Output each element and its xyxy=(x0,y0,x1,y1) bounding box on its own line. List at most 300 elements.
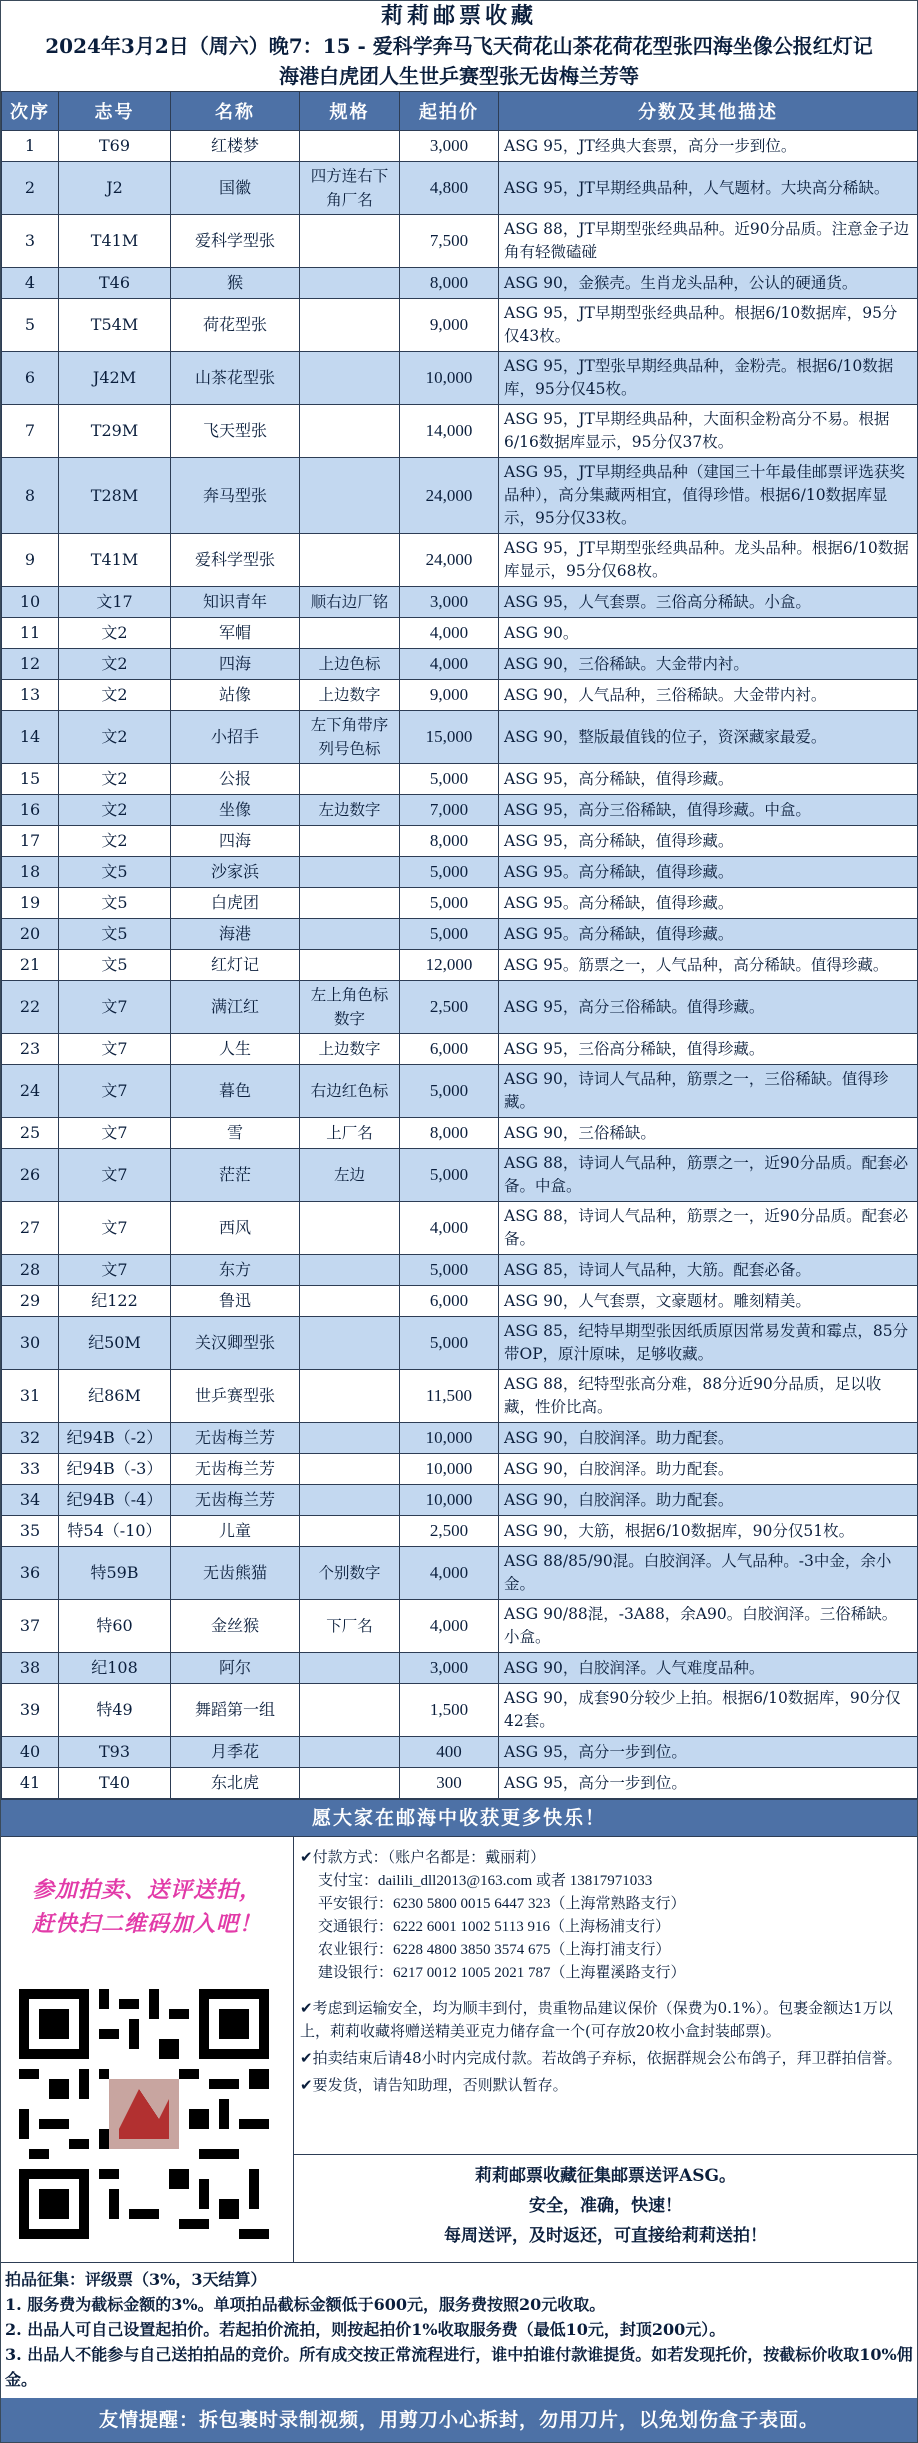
lot-code: 文2 xyxy=(59,649,171,680)
lot-number: 18 xyxy=(2,857,59,888)
lot-name: 爱科学型张 xyxy=(171,534,300,587)
lot-name: 奔马型张 xyxy=(171,458,300,534)
payment-heading: ✔付款方式：（账户名都是：戴丽莉） xyxy=(300,1850,546,1866)
lot-code: 文5 xyxy=(59,857,171,888)
lot-name: 东北虎 xyxy=(171,1768,300,1799)
lot-start-price: 4,000 xyxy=(400,649,499,680)
lot-spec xyxy=(300,215,400,268)
lot-description: ASG 90，金猴壳。生肖龙头品种，公认的硬通货。 xyxy=(499,268,918,299)
lot-name: 知识青年 xyxy=(171,587,300,618)
lot-spec xyxy=(300,1286,400,1317)
table-row xyxy=(2,795,918,826)
lot-start-price: 5,000 xyxy=(400,857,499,888)
table-row xyxy=(2,1684,918,1737)
lot-description: ASG 95，JT早期型张经典品种。根据6/10数据库，95分仅43枚。 xyxy=(499,299,918,352)
lot-spec xyxy=(300,764,400,795)
lot-name: 小招手 xyxy=(171,711,300,764)
table-row xyxy=(2,764,918,795)
lot-number: 7 xyxy=(2,405,59,458)
table-row xyxy=(2,1653,918,1684)
lot-spec: 个别数字 xyxy=(300,1547,400,1600)
lot-description: ASG 90，人气套票，文豪题材。雕刻精美。 xyxy=(499,1286,918,1317)
consignment-rules xyxy=(1,2263,917,2398)
lot-number: 10 xyxy=(2,587,59,618)
lot-code: 特49 xyxy=(59,1684,171,1737)
promo-text xyxy=(1,1873,293,1941)
lot-spec xyxy=(300,1454,400,1485)
lot-code: 文5 xyxy=(59,888,171,919)
bank-account-ccb: 建设银行：6217 0012 1005 2021 787（上海瞿溪路支行） xyxy=(318,1965,686,1981)
table-row xyxy=(2,1768,918,1799)
lot-number: 19 xyxy=(2,888,59,919)
lot-spec xyxy=(300,1516,400,1547)
collect-line-2: 安全，准确，快速！ xyxy=(529,2196,682,2216)
lot-number: 25 xyxy=(2,1118,59,1149)
lot-code: T69 xyxy=(59,131,171,162)
lot-number: 38 xyxy=(2,1653,59,1684)
info-section xyxy=(1,1837,917,2263)
table-row xyxy=(2,405,918,458)
table-row xyxy=(2,1065,918,1118)
lot-number: 9 xyxy=(2,534,59,587)
qr-code-icon[interactable] xyxy=(19,1989,269,2239)
table-row xyxy=(2,981,918,1034)
lot-code: 纪94B（-3） xyxy=(59,1454,171,1485)
lot-name: 红楼梦 xyxy=(171,131,300,162)
rule-2: 2. 出品人可自己设置起拍价。若起拍价流拍，则按起拍价1%收取服务费（最低10元，封顶200元）。 xyxy=(5,2320,726,2339)
lot-name: 沙家浜 xyxy=(171,857,300,888)
rule-1: 1. 服务费为截标金额的3%。单项拍品截标金额低于600元，服务费按照20元收取。 xyxy=(5,2295,606,2314)
lot-number: 26 xyxy=(2,1149,59,1202)
lot-number: 30 xyxy=(2,1317,59,1370)
lot-code: 文7 xyxy=(59,1065,171,1118)
lot-code: 文2 xyxy=(59,795,171,826)
lot-code: 特59B xyxy=(59,1547,171,1600)
column-header-spec: 规格 xyxy=(300,92,400,131)
lot-description: ASG 88，诗词人气品种，筋票之一，近90分品质。配套必备。中盒。 xyxy=(499,1149,918,1202)
lot-start-price: 14,000 xyxy=(400,405,499,458)
lot-description: ASG 90，白胶润泽。助力配套。 xyxy=(499,1485,918,1516)
lot-code: 文2 xyxy=(59,680,171,711)
lot-start-price: 5,000 xyxy=(400,764,499,795)
header xyxy=(1,1,917,91)
lot-number: 2 xyxy=(2,162,59,215)
wish-banner: 愿大家在邮海中收获更多快乐！ xyxy=(1,1799,917,1837)
lot-start-price: 4,000 xyxy=(400,1600,499,1653)
lot-code: 文7 xyxy=(59,1149,171,1202)
lot-name: 红灯记 xyxy=(171,950,300,981)
lot-start-price: 6,000 xyxy=(400,1034,499,1065)
promo-line-1: 参加拍卖、送评送拍， xyxy=(31,1877,262,1903)
rule-3: 3. 出品人不能参与自己送拍拍品的竞价。所有成交按正常流程进行，谁中拍谁付款谁提货。如若发现托价，按截标价收取10%佣金。 xyxy=(5,2345,913,2389)
table-row xyxy=(2,826,918,857)
table-row xyxy=(2,1149,918,1202)
table-row xyxy=(2,618,918,649)
column-header-code: 志号 xyxy=(59,92,171,131)
table-row xyxy=(2,1370,918,1423)
lot-number: 41 xyxy=(2,1768,59,1799)
lot-description: ASG 90，三俗稀缺。 xyxy=(499,1118,918,1149)
lot-description: ASG 90，整版最值钱的位子，资深藏家最爱。 xyxy=(499,711,918,764)
lot-name: 荷花型张 xyxy=(171,299,300,352)
lot-number: 11 xyxy=(2,618,59,649)
lot-number: 1 xyxy=(2,131,59,162)
lot-spec: 左边 xyxy=(300,1149,400,1202)
lot-start-price: 6,000 xyxy=(400,1286,499,1317)
lot-description: ASG 95，JT早期经典品种，大面积金粉高分不易。根据6/16数据库显示，95分仅37枚。 xyxy=(499,405,918,458)
lot-spec xyxy=(300,352,400,405)
lot-start-price: 5,000 xyxy=(400,1255,499,1286)
lot-spec: 上厂名 xyxy=(300,1118,400,1149)
lot-code: J42M xyxy=(59,352,171,405)
lot-description: ASG 95，高分稀缺，值得珍藏。 xyxy=(499,764,918,795)
lot-number: 31 xyxy=(2,1370,59,1423)
lot-code: T41M xyxy=(59,215,171,268)
lot-code: 文7 xyxy=(59,1118,171,1149)
lot-description: ASG 88/85/90混。白胶润泽。人气品种。-3中金，余小金。 xyxy=(499,1547,918,1600)
lot-start-price: 2,500 xyxy=(400,1516,499,1547)
lot-start-price: 4,000 xyxy=(400,618,499,649)
lot-code: J2 xyxy=(59,162,171,215)
lot-code: 文2 xyxy=(59,711,171,764)
lot-start-price: 9,000 xyxy=(400,680,499,711)
lot-code: 纪50M xyxy=(59,1317,171,1370)
lot-name: 四海 xyxy=(171,649,300,680)
lot-description: ASG 95，JT早期型张经典品种。龙头品种。根据6/10数据库显示，95分仅68枚。 xyxy=(499,534,918,587)
lot-spec xyxy=(300,888,400,919)
lot-name: 茫茫 xyxy=(171,1149,300,1202)
lot-code: 文7 xyxy=(59,1255,171,1286)
lot-description: ASG 88，诗词人气品种，筋票之一，近90分品质。配套必备。 xyxy=(499,1202,918,1255)
lot-number: 37 xyxy=(2,1600,59,1653)
lot-spec xyxy=(300,1737,400,1768)
lot-start-price: 8,000 xyxy=(400,1118,499,1149)
lot-number: 17 xyxy=(2,826,59,857)
lot-start-price: 7,500 xyxy=(400,215,499,268)
lot-description: ASG 85，纪特早期型张因纸质原因常易发黄和霉点，85分带OP，原汁原味，足够收藏。 xyxy=(499,1317,918,1370)
table-row xyxy=(2,680,918,711)
lot-spec xyxy=(300,857,400,888)
lot-code: 文7 xyxy=(59,981,171,1034)
table-row xyxy=(2,1317,918,1370)
lot-number: 32 xyxy=(2,1423,59,1454)
lot-code: 纪94B（-4） xyxy=(59,1485,171,1516)
lot-number: 20 xyxy=(2,919,59,950)
lot-number: 40 xyxy=(2,1737,59,1768)
lot-number: 22 xyxy=(2,981,59,1034)
lot-spec: 左上角色标数字 xyxy=(300,981,400,1034)
table-row xyxy=(2,458,918,534)
lot-number: 36 xyxy=(2,1547,59,1600)
lot-name: 儿童 xyxy=(171,1516,300,1547)
table-row xyxy=(2,649,918,680)
lot-description: ASG 95，人气套票。三俗高分稀缺。小盒。 xyxy=(499,587,918,618)
lot-description: ASG 95，高分三俗稀缺。值得珍藏。 xyxy=(499,981,918,1034)
table-row xyxy=(2,268,918,299)
lot-number: 34 xyxy=(2,1485,59,1516)
lot-description: ASG 95。筋票之一，人气品种，高分稀缺。值得珍藏。 xyxy=(499,950,918,981)
table-row xyxy=(2,1600,918,1653)
lot-start-price: 8,000 xyxy=(400,826,499,857)
lot-code: 文5 xyxy=(59,950,171,981)
lot-code: 文7 xyxy=(59,1202,171,1255)
table-row xyxy=(2,215,918,268)
lot-number: 8 xyxy=(2,458,59,534)
table-row xyxy=(2,950,918,981)
lot-code: T41M xyxy=(59,534,171,587)
table-row xyxy=(2,1286,918,1317)
table-row xyxy=(2,711,918,764)
lot-description: ASG 90，三俗稀缺。大金带内衬。 xyxy=(499,649,918,680)
table-row xyxy=(2,1202,918,1255)
table-row xyxy=(2,587,918,618)
lot-code: 纪94B（-2） xyxy=(59,1423,171,1454)
footer-reminder: 友情提醒：拆包裹时录制视频，用剪刀小心拆封，勿用刀片，以免划伤盒子表面。 xyxy=(1,2398,917,2442)
lot-spec xyxy=(300,1370,400,1423)
lot-number: 6 xyxy=(2,352,59,405)
lot-description: ASG 95，JT型张早期经典品种，金粉壳。根据6/10数据库，95分仅45枚。 xyxy=(499,352,918,405)
lot-spec xyxy=(300,1202,400,1255)
lot-start-price: 4,000 xyxy=(400,1202,499,1255)
lot-spec xyxy=(300,1768,400,1799)
page-title: 莉莉邮票收藏 xyxy=(380,3,537,29)
lot-description: ASG 95，JT早期经典品种，人气题材。大块高分稀缺。 xyxy=(499,162,918,215)
lot-description: ASG 95。高分稀缺，值得珍藏。 xyxy=(499,857,918,888)
lot-spec xyxy=(300,1255,400,1286)
promo-line-2: 赶快扫二维码加入吧！ xyxy=(31,1911,262,1937)
lot-description: ASG 95，高分三俗稀缺，值得珍藏。中盒。 xyxy=(499,795,918,826)
lot-name: 飞天型张 xyxy=(171,405,300,458)
lot-description: ASG 90，大筋，根据6/10数据库，90分仅51枚。 xyxy=(499,1516,918,1547)
lot-spec xyxy=(300,1317,400,1370)
table-row xyxy=(2,1485,918,1516)
lot-start-price: 24,000 xyxy=(400,534,499,587)
table-row xyxy=(2,1454,918,1485)
lot-spec xyxy=(300,950,400,981)
lot-name: 山茶花型张 xyxy=(171,352,300,405)
lot-name: 月季花 xyxy=(171,1737,300,1768)
lot-description: ASG 95。高分稀缺，值得珍藏。 xyxy=(499,888,918,919)
lot-name: 西风 xyxy=(171,1202,300,1255)
lot-description: ASG 90，白胶润泽。助力配套。 xyxy=(499,1423,918,1454)
lot-description: ASG 95，高分一步到位。 xyxy=(499,1737,918,1768)
lot-start-price: 300 xyxy=(400,1768,499,1799)
lot-name: 无齿梅兰芳 xyxy=(171,1423,300,1454)
lot-code: 文5 xyxy=(59,919,171,950)
table-row xyxy=(2,1516,918,1547)
lot-start-price: 8,000 xyxy=(400,268,499,299)
table-row xyxy=(2,534,918,587)
column-header-desc: 分数及其他描述 xyxy=(499,92,918,131)
table-row xyxy=(2,1034,918,1065)
lot-number: 27 xyxy=(2,1202,59,1255)
lot-spec xyxy=(300,826,400,857)
lot-spec xyxy=(300,268,400,299)
lot-name: 世乒赛型张 xyxy=(171,1370,300,1423)
lot-number: 35 xyxy=(2,1516,59,1547)
lot-code: T93 xyxy=(59,1737,171,1768)
lot-name: 白虎团 xyxy=(171,888,300,919)
lot-description: ASG 90，白胶润泽。人气难度品种。 xyxy=(499,1653,918,1684)
lot-name: 国徽 xyxy=(171,162,300,215)
lot-number: 21 xyxy=(2,950,59,981)
lot-spec: 上边色标 xyxy=(300,649,400,680)
lot-name: 暮色 xyxy=(171,1065,300,1118)
lot-name: 雪 xyxy=(171,1118,300,1149)
lot-start-price: 15,000 xyxy=(400,711,499,764)
lot-start-price: 10,000 xyxy=(400,1454,499,1485)
lot-spec xyxy=(300,1653,400,1684)
lot-number: 24 xyxy=(2,1065,59,1118)
lot-start-price: 4,000 xyxy=(400,1547,499,1600)
table-row xyxy=(2,919,918,950)
table-row xyxy=(2,1255,918,1286)
lot-code: 特54（-10） xyxy=(59,1516,171,1547)
lots-table xyxy=(1,91,918,1799)
lot-start-price: 10,000 xyxy=(400,352,499,405)
lot-name: 关汉卿型张 xyxy=(171,1317,300,1370)
lot-start-price: 10,000 xyxy=(400,1423,499,1454)
lot-spec xyxy=(300,534,400,587)
bank-account-abc: 农业银行：6228 4800 3850 3574 675（上海打浦支行） xyxy=(318,1942,671,1958)
collection-notice xyxy=(294,2154,917,2262)
lot-start-price: 5,000 xyxy=(400,1317,499,1370)
auction-subtitle-line1: 2024年3月2日（周六）晚7：15 - 爱科学奔马飞天荷花山茶花荷花型张四海坐像公报红灯记 xyxy=(45,34,873,58)
lot-description: ASG 90，诗词人气品种，筋票之一，三俗稀缺。值得珍藏。 xyxy=(499,1065,918,1118)
bank-account-bocom: 交通银行：6222 6001 1002 5113 916（上海杨浦支行） xyxy=(318,1919,670,1935)
shipping-notes xyxy=(294,1985,917,2097)
table-row xyxy=(2,352,918,405)
alipay-account: 支付宝：dailili_dll2013@163.com 或者 13817971033 xyxy=(318,1873,653,1889)
lot-start-price: 5,000 xyxy=(400,1149,499,1202)
lot-name: 东方 xyxy=(171,1255,300,1286)
lot-description: ASG 88，纪特型张高分难，88分近90分品质，足以收藏，性价比高。 xyxy=(499,1370,918,1423)
lot-start-price: 5,000 xyxy=(400,888,499,919)
lot-spec xyxy=(300,1423,400,1454)
lot-name: 无齿梅兰芳 xyxy=(171,1454,300,1485)
column-header-price: 起拍价 xyxy=(400,92,499,131)
promo-panel xyxy=(1,1837,294,2262)
lot-name: 爱科学型张 xyxy=(171,215,300,268)
lot-name: 舞蹈第一组 xyxy=(171,1684,300,1737)
lot-code: 纪108 xyxy=(59,1653,171,1684)
lot-name: 无齿梅兰芳 xyxy=(171,1485,300,1516)
lot-spec xyxy=(300,618,400,649)
lot-code: 纪122 xyxy=(59,1286,171,1317)
lot-code: 纪86M xyxy=(59,1370,171,1423)
table-row xyxy=(2,857,918,888)
lot-code: T40 xyxy=(59,1768,171,1799)
lot-description: ASG 95。高分稀缺，值得珍藏。 xyxy=(499,919,918,950)
lot-start-price: 10,000 xyxy=(400,1485,499,1516)
lot-code: T29M xyxy=(59,405,171,458)
lot-code: T46 xyxy=(59,268,171,299)
lot-start-price: 9,000 xyxy=(400,299,499,352)
table-header-row xyxy=(2,92,918,131)
table-row xyxy=(2,162,918,215)
table-row xyxy=(2,1423,918,1454)
lot-number: 14 xyxy=(2,711,59,764)
lot-number: 4 xyxy=(2,268,59,299)
payment-panel xyxy=(294,1837,917,2262)
lot-start-price: 400 xyxy=(400,1737,499,1768)
lot-start-price: 1,500 xyxy=(400,1684,499,1737)
lot-spec: 上边数字 xyxy=(300,680,400,711)
note-delivery: ✔要发货，请告知助理，否则默认暂存。 xyxy=(300,2076,568,2094)
lot-number: 23 xyxy=(2,1034,59,1065)
lot-name: 猴 xyxy=(171,268,300,299)
lot-spec xyxy=(300,299,400,352)
lot-code: T54M xyxy=(59,299,171,352)
lot-code: 文7 xyxy=(59,1034,171,1065)
lot-spec: 下厂名 xyxy=(300,1600,400,1653)
lot-spec: 右边红色标 xyxy=(300,1065,400,1118)
lot-start-price: 2,500 xyxy=(400,981,499,1034)
lot-spec xyxy=(300,1684,400,1737)
lot-spec: 左边数字 xyxy=(300,795,400,826)
lot-spec xyxy=(300,1485,400,1516)
lot-name: 坐像 xyxy=(171,795,300,826)
lot-name: 满江红 xyxy=(171,981,300,1034)
table-row xyxy=(2,1737,918,1768)
lot-description: ASG 85，诗词人气品种，大筋。配套必备。 xyxy=(499,1255,918,1286)
lot-spec xyxy=(300,405,400,458)
lot-start-price: 3,000 xyxy=(400,131,499,162)
lot-number: 33 xyxy=(2,1454,59,1485)
lot-spec: 顺右边厂铭 xyxy=(300,587,400,618)
lot-name: 阿尔 xyxy=(171,1653,300,1684)
lot-start-price: 5,000 xyxy=(400,919,499,950)
lot-description: ASG 95，三俗高分稀缺，值得珍藏。 xyxy=(499,1034,918,1065)
note-shipping: ✔考虑到运输安全，均为顺丰到付，贵重物品建议保价（保费为0.1%）。包裹金额达1万以上，莉莉收藏将赠送精美亚克力储存盒一个(可存放20枚小盒封装邮票)。 xyxy=(300,1999,893,2040)
column-header-name: 名称 xyxy=(171,92,300,131)
lot-spec xyxy=(300,458,400,534)
payment-methods xyxy=(294,1837,917,1985)
lot-start-price: 12,000 xyxy=(400,950,499,981)
lot-start-price: 24,000 xyxy=(400,458,499,534)
lot-start-price: 11,500 xyxy=(400,1370,499,1423)
lot-description: ASG 90，白胶润泽。助力配套。 xyxy=(499,1454,918,1485)
column-header-no: 次序 xyxy=(2,92,59,131)
lot-name: 军帽 xyxy=(171,618,300,649)
lot-start-price: 3,000 xyxy=(400,587,499,618)
lot-name: 海港 xyxy=(171,919,300,950)
lot-spec: 左下角带序列号色标 xyxy=(300,711,400,764)
lot-number: 5 xyxy=(2,299,59,352)
lot-name: 金丝猴 xyxy=(171,1600,300,1653)
lot-number: 12 xyxy=(2,649,59,680)
lot-description: ASG 95，JT早期经典品种（建国三十年最佳邮票评选获奖品种），高分集藏两相宜，值得珍惜。根据6/10数据库显示，95分仅33枚。 xyxy=(499,458,918,534)
lot-code: 文2 xyxy=(59,618,171,649)
lot-code: T28M xyxy=(59,458,171,534)
lot-description: ASG 95，JT经典大套票，高分一步到位。 xyxy=(499,131,918,162)
lot-name: 四海 xyxy=(171,826,300,857)
table-row xyxy=(2,1118,918,1149)
lot-name: 站像 xyxy=(171,680,300,711)
rules-heading: 拍品征集：评级票（3%，3天结算） xyxy=(5,2270,267,2289)
lot-number: 15 xyxy=(2,764,59,795)
lot-code: 文2 xyxy=(59,764,171,795)
auction-subtitle-line2: 海港白虎团人生世乒赛型张无齿梅兰芳等 xyxy=(279,64,639,88)
lot-name: 公报 xyxy=(171,764,300,795)
lot-name: 人生 xyxy=(171,1034,300,1065)
lot-code: 特60 xyxy=(59,1600,171,1653)
lot-number: 3 xyxy=(2,215,59,268)
lot-number: 29 xyxy=(2,1286,59,1317)
lot-name: 鲁迅 xyxy=(171,1286,300,1317)
lot-number: 16 xyxy=(2,795,59,826)
lot-description: ASG 90，成套90分较少上拍。根据6/10数据库，90分仅42套。 xyxy=(499,1684,918,1737)
